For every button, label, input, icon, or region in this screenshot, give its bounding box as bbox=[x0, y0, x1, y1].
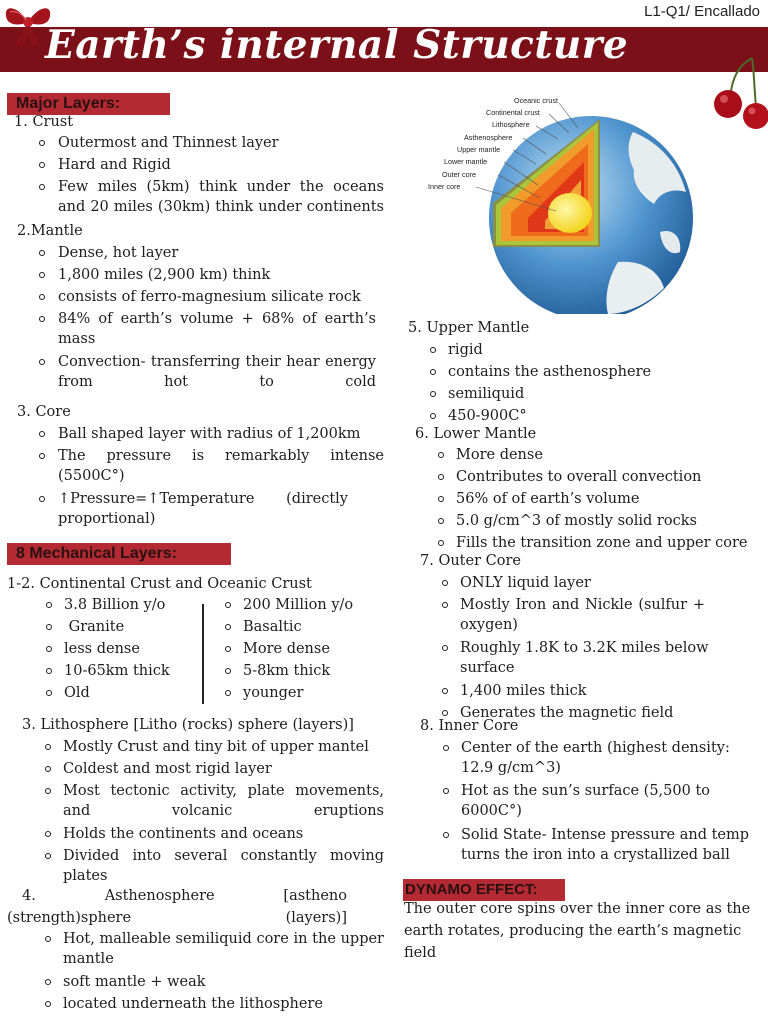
bullet-icon bbox=[39, 294, 45, 300]
diagram-label-outer-core: Outer core bbox=[442, 170, 476, 179]
outer-core-item: Generates the magnetic field bbox=[460, 705, 674, 721]
bullet-icon bbox=[438, 496, 444, 502]
bullet-icon bbox=[45, 788, 51, 794]
mantle-title: 2.Mantle bbox=[17, 223, 83, 239]
diagram-label-asthenosphere: Asthenosphere bbox=[464, 133, 513, 142]
bullet-icon bbox=[39, 272, 45, 278]
crust-item: Few miles (5km) think under the oceans and 20 miles (30km) think under continents bbox=[58, 179, 384, 215]
crusts-title: 1-2. Continental Crust and Oceanic Crust bbox=[7, 576, 312, 592]
lower-mantle-item: More dense bbox=[456, 447, 543, 463]
bullet-icon bbox=[443, 745, 449, 751]
lower-mantle-item: 56% of of earth’s volume bbox=[456, 491, 640, 507]
bullet-icon bbox=[438, 540, 444, 546]
bullet-icon bbox=[225, 690, 231, 696]
bullet-icon bbox=[46, 690, 52, 696]
bullet-icon bbox=[225, 624, 231, 630]
bullet-icon bbox=[39, 496, 45, 502]
upper-mantle-title: 5. Upper Mantle bbox=[408, 320, 530, 336]
crust-item: Hard and Rigid bbox=[58, 157, 171, 173]
bullet-icon bbox=[45, 766, 51, 772]
mantle-item: 1,800 miles (2,900 km) think bbox=[58, 267, 271, 283]
diagram-label-oceanic-crust: Oceanic crust bbox=[514, 96, 558, 105]
bullet-icon bbox=[438, 518, 444, 524]
bullet-icon bbox=[442, 688, 448, 694]
dynamo-heading: DYNAMO EFFECT: bbox=[403, 879, 565, 901]
bullet-icon bbox=[39, 140, 45, 146]
diagram-label-lower-mantle: Lower mantle bbox=[444, 157, 488, 166]
diagram-label-inner-core: Inner core bbox=[428, 182, 461, 191]
earth-layers-diagram bbox=[428, 92, 700, 314]
bullet-icon bbox=[225, 602, 231, 608]
bullet-icon bbox=[45, 979, 51, 985]
mantle-item: Dense, hot layer bbox=[58, 245, 179, 261]
bullet-icon bbox=[442, 580, 448, 586]
lower-mantle-item: Contributes to overall convection bbox=[456, 469, 702, 485]
lithosphere-item: Most tectonic activity, plate movements, and volcanic eruptions bbox=[63, 783, 384, 819]
bullet-icon bbox=[430, 391, 436, 397]
asthenosphere-item: located underneath the lithosphere bbox=[63, 996, 323, 1012]
oceanic-item: 5-8km thick bbox=[243, 663, 331, 679]
bullet-icon bbox=[438, 474, 444, 480]
lower-mantle-item: 5.0 g/cm^3 of mostly solid rocks bbox=[456, 513, 697, 529]
mantle-item: Convection- transferring their hear energy from hot to cold bbox=[58, 354, 376, 390]
page-title: Earth’s internal Structure bbox=[45, 22, 629, 68]
asthenosphere-title: 4. Asthenosphere [astheno (strength)sphere (layers)] bbox=[7, 888, 347, 926]
continental-item: less dense bbox=[64, 641, 140, 657]
asthenosphere-item: Hot, malleable semiliquid core in the upper mantle bbox=[63, 931, 384, 967]
inner-core-item: Center of the earth (highest density: 12.9 g/cm^3) bbox=[461, 740, 730, 776]
bullet-icon bbox=[46, 624, 52, 630]
lithosphere-item: Coldest and most rigid layer bbox=[63, 761, 272, 777]
mantle-item: 84% of earth’s volume + 68% of earth’s mass bbox=[58, 311, 376, 347]
continental-item: 3.8 Billion y/o bbox=[64, 597, 166, 613]
bullet-icon bbox=[46, 602, 52, 608]
upper-mantle-item: contains the asthenosphere bbox=[448, 364, 652, 380]
upper-mantle-item: 450-900C° bbox=[448, 408, 527, 424]
mechanical-layers-heading: 8 Mechanical Layers: bbox=[7, 543, 231, 565]
core-item: Ball shaped layer with radius of 1,200km bbox=[58, 426, 361, 442]
outer-core-item: Roughly 1.8K to 3.2K miles below surface bbox=[460, 640, 709, 676]
diagram-label-upper-mantle: Upper mantle bbox=[457, 145, 501, 154]
lower-mantle-item: Fills the transition zone and upper core bbox=[456, 535, 748, 551]
upper-mantle-item: rigid bbox=[448, 342, 483, 358]
ribbon-bow-icon bbox=[0, 0, 56, 50]
diagram-label-continental-crust: Continental crust bbox=[486, 108, 540, 117]
bullet-icon bbox=[45, 744, 51, 750]
oceanic-item: 200 Million y/o bbox=[243, 597, 354, 613]
bullet-icon bbox=[443, 788, 449, 794]
outer-core-item: 1,400 miles thick bbox=[460, 683, 587, 699]
bullet-icon bbox=[39, 184, 45, 190]
bullet-icon bbox=[442, 645, 448, 651]
bullet-icon bbox=[39, 316, 45, 322]
crust-item: Outermost and Thinnest layer bbox=[58, 135, 279, 151]
lithosphere-item: Mostly Crust and tiny bit of upper mantel bbox=[63, 739, 369, 755]
oceanic-item: More dense bbox=[243, 641, 330, 657]
column-divider bbox=[202, 604, 204, 704]
bullet-icon bbox=[39, 359, 45, 365]
outer-core-item: ONLY liquid layer bbox=[460, 575, 591, 591]
bullet-icon bbox=[46, 646, 52, 652]
bullet-icon bbox=[430, 369, 436, 375]
oceanic-item: younger bbox=[243, 685, 304, 701]
lithosphere-item: Divided into several constantly moving plates bbox=[63, 848, 384, 884]
inner-core-item: Hot as the sun’s surface (5,500 to 6000C°) bbox=[461, 783, 711, 819]
bullet-icon bbox=[225, 668, 231, 674]
lithosphere-title: 3. Lithosphere [Litho (rocks) sphere (layers)] bbox=[22, 717, 354, 733]
asthenosphere-item: soft mantle + weak bbox=[63, 974, 206, 990]
bullet-icon bbox=[443, 832, 449, 838]
oceanic-item: Basaltic bbox=[243, 619, 302, 635]
bullet-icon bbox=[39, 431, 45, 437]
diagram-label-lithosphere: Lithosphere bbox=[492, 120, 530, 129]
major-layers-heading: Major Layers: bbox=[7, 93, 170, 115]
bullet-icon bbox=[45, 853, 51, 859]
continental-item: 10-65km thick bbox=[64, 663, 170, 679]
core-item: ↑Pressure=↑Temperature (directly proportional) bbox=[58, 491, 348, 527]
outer-core-item: Mostly Iron and Nickle (sulfur + oxygen) bbox=[460, 597, 705, 633]
cherries-icon bbox=[708, 54, 768, 134]
bullet-icon bbox=[45, 936, 51, 942]
continental-item: Old bbox=[64, 685, 90, 701]
inner-core-item: Solid State- Intense pressure and temp turns the iron into a crystallized ball bbox=[461, 827, 750, 863]
bullet-icon bbox=[45, 1001, 51, 1007]
core-item: The pressure is remarkably intense (5500C°) bbox=[58, 448, 384, 484]
core-title: 3. Core bbox=[17, 404, 71, 420]
continental-item: Granite bbox=[64, 619, 125, 635]
bullet-icon bbox=[442, 602, 448, 608]
inner-core-title: 8. Inner Core bbox=[420, 718, 519, 734]
lithosphere-item: Holds the continents and oceans bbox=[63, 826, 304, 842]
bullet-icon bbox=[39, 250, 45, 256]
mantle-item: consists of ferro-magnesium silicate rock bbox=[58, 289, 361, 305]
crust-title: 1. Crust bbox=[14, 114, 74, 130]
upper-mantle-item: semiliquid bbox=[448, 386, 525, 402]
bullet-icon bbox=[438, 452, 444, 458]
outer-core-title: 7. Outer Core bbox=[420, 553, 521, 569]
bullet-icon bbox=[39, 162, 45, 168]
course-code: L1-Q1/ Encallado bbox=[644, 3, 760, 20]
bullet-icon bbox=[46, 668, 52, 674]
bullet-icon bbox=[430, 347, 436, 353]
bullet-icon bbox=[45, 831, 51, 837]
bullet-icon bbox=[225, 646, 231, 652]
lower-mantle-title: 6. Lower Mantle bbox=[415, 426, 537, 442]
dynamo-text: The outer core spins over the inner core as the earth rotates, producing the earth’s magnetic field bbox=[404, 901, 751, 961]
bullet-icon bbox=[430, 413, 436, 419]
bullet-icon bbox=[39, 453, 45, 459]
